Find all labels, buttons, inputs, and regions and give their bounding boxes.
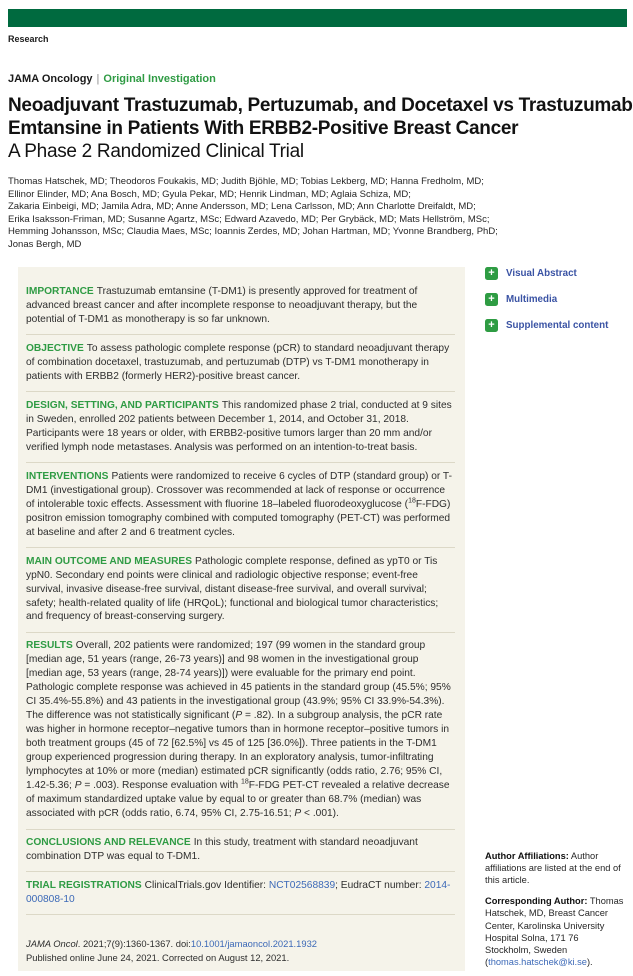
expand-plus-icon: + (485, 319, 498, 332)
article-title (8, 94, 633, 163)
expand-plus-icon: + (485, 267, 498, 280)
doi-link[interactable]: 10.1001/jamaoncol.2021.1932 (190, 938, 318, 950)
section-text: Trastuzumab emtansine (T-DM1) is presently approved for treatment of advanced breast cancer and after incomplete response to neoadjuvant therapy, but the potential of T-DM1 as monotherapy is so far unknown. (26, 286, 418, 325)
section-heading: RESULTS (26, 640, 73, 652)
sidebar-link-label: Visual Abstract (506, 267, 577, 279)
section-heading: MAIN OUTCOME AND MEASURES (26, 555, 193, 567)
article-type-label[interactable]: Original Investigation (103, 73, 216, 85)
author-line: Ellinor Elinder, MD; Ana Bosch, MD; Gyula Pekar, MD; Henrik Lindman, MD; Aglaia Schiza, MD; (8, 188, 411, 200)
eudract-number-link[interactable]: 2014-000808-10 (26, 879, 451, 905)
section-heading: DESIGN, SETTING, AND PARTICIPANTS (26, 399, 219, 411)
abstract-section-importance (26, 279, 455, 336)
journal-name: JAMA Oncology (8, 73, 93, 85)
abstract-section-trial-registrations (26, 872, 455, 915)
article-kicker (8, 73, 633, 85)
kicker-separator: | (96, 73, 100, 85)
citation-line: JAMA Oncol. 2021;7(9):1360-1367. doi:10.1001/jamaoncol.2021.1932 (26, 938, 318, 950)
section-heading: CONCLUSIONS AND RELEVANCE (26, 837, 191, 849)
title-line-2: Emtansine in Patients With ERBB2-Positive Breast Cancer (8, 118, 519, 139)
citation-block (26, 937, 455, 964)
sidebar-link-label: Multimedia (506, 293, 558, 305)
section-label: Research (8, 34, 49, 44)
sidebar-link-multimedia[interactable] (485, 293, 627, 306)
corresponding-author-note: Corresponding Author: Thomas Hatschek, MD, Breast Cancer Center, Karolinska University Hospital Solna, 171 76 Stockholm, Sweden (thomas.hatschek@ki.se). (485, 896, 624, 968)
section-heading: OBJECTIVE (26, 342, 84, 354)
abstract-section-interventions (26, 463, 455, 548)
published-line: Published online June 24, 2021. Corrected on August 12, 2021. (26, 951, 290, 963)
section-text: In this study, treatment with standard neoadjuvant combination DTP was equal to T-DM1. (26, 837, 418, 862)
abstract-section-results (26, 633, 455, 830)
sidebar-link-visual-abstract[interactable] (485, 267, 627, 280)
author-notes (485, 850, 627, 976)
sidebar-link-supplemental-content[interactable] (485, 319, 627, 332)
section-heading: INTERVENTIONS (26, 470, 109, 482)
expand-plus-icon: + (485, 293, 498, 306)
abstract-section-main-outcome (26, 548, 455, 633)
clinicaltrials-identifier-link[interactable]: NCT02568839 (268, 879, 336, 891)
corresponding-author-email-link[interactable]: thomas.hatschek@ki.se (488, 957, 587, 968)
abstract-section-design (26, 392, 455, 463)
author-line: Zakaria Einbeigi, MD; Jamila Adra, MD; Anne Andersson, MD; Lena Carlsson, MD; Ann Charlotte Dreifaldt, MD; (8, 201, 476, 213)
section-text: Pathologic complete response, defined as ypT0 or Tis ypN0. Secondary end points were clinical and radiologic objective response; event-free survival, invasive disease-free survival, distant disease-free survival, and overall survival; safety; health-related quality of life (HRQoL); functional and biological tumor characteristics; and frequency of breast-conserving surgery. (26, 555, 439, 623)
abstract-section-objective (26, 335, 455, 392)
section-text: Patients were randomized to receive 6 cycles of DTP (standard group) or T-DM1 (investigational group). Crossover was recommended at lack of response or occurrence of intolerable toxic effects. Assessment with fluorine 18–labeled fluorodeoxyglucose ($^{18}$F-FDG) positron emission tomography combined with computed tomography (PET-CT) was performed at baseline and after 2 and 6 treatment cycles. (26, 470, 452, 538)
section-text: This randomized phase 2 trial, conducted at 9 sites in Sweden, enrolled 202 patients between December 1, 2014, and October 31, 2018. Participants were 18 years or older, with ERBB2-positive tumors larger than 20 mm and/or verified lymph node metastases. Analysis was performed on an intention-to-treat basis. (26, 399, 452, 453)
article-subtitle: A Phase 2 Randomized Clinical Trial (8, 141, 304, 162)
journal-brand-bar (8, 9, 627, 27)
author-line: Jonas Bergh, MD (8, 238, 82, 250)
author-line: Thomas Hatschek, MD; Theodoros Foukakis, MD; Judith Bjöhle, MD; Tobias Lekberg, MD; Hanna Fredholm, MD; (8, 176, 484, 187)
section-text: Overall, 202 patients were randomized; 197 (99 women in the standard group [median age, 51 years (range, 26-73 years)] and 98 women in the investigational group [median age, 53 years (range, 28-74 years)]) were evaluable for the primary end point. Pathologic complete response was achieved in 45 patients in the standard group (45.5%; 95% CI 35.4%-55.8%) and 43 patients in the investigational group (43.9%; 95% CI 33.9%-54.3%). The difference was not statistically significant (P = .82). In a subgroup analysis, the pCR rate was higher in hormone receptor–negative tumors than in hormone receptor–positive tumors in both treatment groups (45 of 72 [62.5%] vs 45 of 125 [36.0%]). Three patients in the T-DM1 group experienced progression during therapy. In an exploratory analysis, tumor-infiltrating lymphocytes at 10% or more (median) estimated pCR significantly (odds ratio, 2.76; 95% CI, 1.42-5.36; P = .003). Response evaluation with $^{18}$F-FDG PET-CT revealed a relative decrease of maximum standardized uptake value by equal to or greater than 68.7% (median) was associated with pCR (odds ratio, 6.74, 95% CI, 2.75-16.51; P < .001). (26, 640, 451, 820)
abstract-section-conclusions (26, 830, 455, 873)
article-page (0, 9, 633, 971)
title-line-1: Neoadjuvant Trastuzumab, Pertuzumab, and Docetaxel vs Trastuzumab (8, 95, 633, 116)
structured-abstract-box (18, 267, 465, 971)
section-text: To assess pathologic complete response (pCR) to standard neoadjuvant therapy of combination docetaxel, trastuzumab, and pertuzumab (DTP) vs T-DM1 monotherapy in patients with ERBB2 (formerly HER2)-positive breast cancer. (26, 342, 450, 382)
section-heading: TRIAL REGISTRATIONS (26, 879, 142, 891)
right-sidebar (485, 267, 627, 971)
sidebar-link-label: Supplemental content (506, 319, 609, 331)
author-line: Hemming Johansson, MSc; Claudia Maes, MSc; Ioannis Zerdes, MD; Johan Hartman, MD; Yvonne Brandberg, PhD; (8, 226, 498, 238)
section-heading: IMPORTANCE (26, 286, 94, 298)
author-line: Erika Isaksson-Friman, MD; Susanne Agartz, MSc; Edward Azavedo, MD; Per Grybäck, MD; Mats Hellström, MSc; (8, 213, 490, 225)
content-columns (18, 267, 633, 971)
author-list (8, 176, 633, 252)
section-text: ClinicalTrials.gov Identifier: NCT02568839; EudraCT number: 2014-000808-10 (26, 879, 451, 905)
author-affiliations-note: Author Affiliations: Author affiliations are listed at the end of this article. (485, 850, 621, 885)
